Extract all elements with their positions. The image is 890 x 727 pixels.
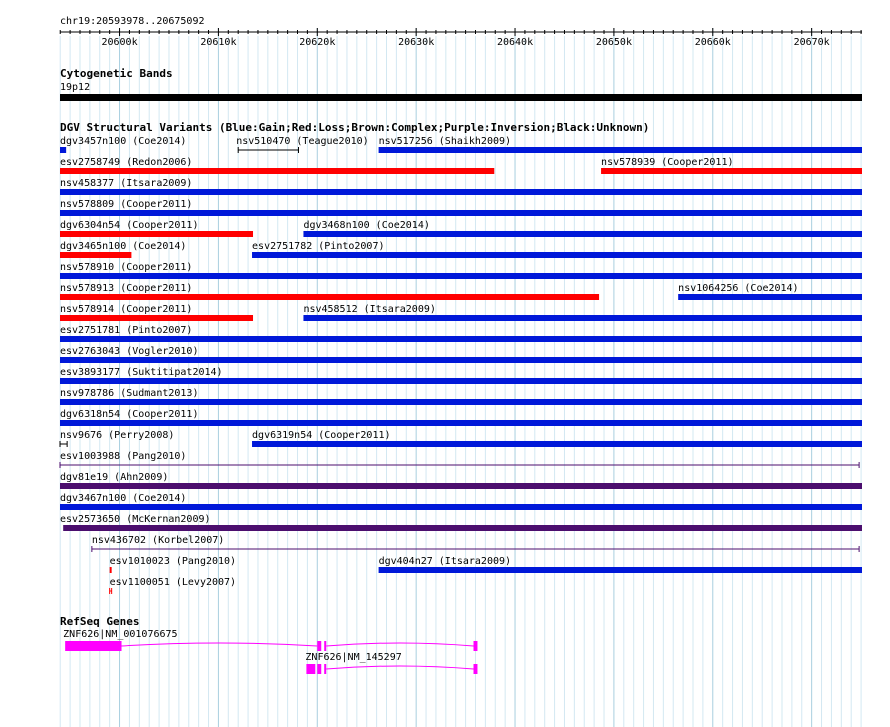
dgv-feature[interactable] — [60, 304, 253, 321]
dgv-feature-bar[interactable] — [60, 168, 494, 174]
dgv-feature-bar[interactable] — [60, 294, 599, 300]
dgv-feature-label: dgv6318n54 (Cooper2011) — [60, 409, 199, 420]
dgv-feature-label: dgv3457n100 (Coe2014) — [60, 136, 187, 147]
dgv-feature-bar[interactable] — [379, 567, 862, 573]
ruler-tick-label: 20600k — [101, 37, 138, 48]
dgv-feature-bar[interactable] — [60, 273, 862, 279]
ruler-tick-label: 20660k — [694, 37, 731, 48]
dgv-feature[interactable] — [60, 472, 862, 489]
dgv-feature[interactable] — [60, 136, 186, 153]
refseq-gene[interactable] — [305, 652, 477, 674]
dgv-feature[interactable] — [252, 430, 862, 447]
dgv-feature-label: esv2751782 (Pinto2007) — [252, 241, 385, 252]
dgv-feature-bar[interactable] — [60, 147, 66, 153]
dgv-feature-label: nsv458512 (Itsara2009) — [303, 304, 436, 315]
dgv-feature-bar[interactable] — [678, 294, 862, 300]
dgv-feature-bar[interactable] — [60, 378, 862, 384]
ruler-location-label: chr19:20593978..20675092 — [60, 16, 205, 27]
dgv-feature-bar[interactable] — [60, 336, 862, 342]
dgv-feature-label: esv1100051 (Levy2007) — [109, 577, 237, 588]
dgv-feature-label: nsv9676 (Perry2008) — [60, 430, 175, 441]
dgv-feature[interactable] — [110, 577, 236, 594]
ruler-tick-label: 20610k — [200, 37, 237, 48]
ruler-tick-label: 20640k — [496, 37, 534, 48]
dgv-feature[interactable] — [110, 556, 236, 573]
dgv-feature-bar[interactable] — [601, 168, 862, 174]
dgv-feature-label: dgv6319n54 (Cooper2011) — [252, 430, 391, 441]
dgv-feature[interactable] — [60, 325, 862, 342]
dgv-feature-bar[interactable] — [303, 231, 862, 237]
refseq-exon — [317, 664, 321, 674]
refseq-exon — [474, 664, 478, 674]
dgv-feature[interactable] — [60, 430, 174, 447]
dgv-feature-label: nsv578914 (Cooper2011) — [60, 304, 193, 315]
dgv-feature-label: esv2758749 (Redon2006) — [60, 157, 193, 168]
ruler-tick-label: 20620k — [299, 37, 336, 48]
dgv-feature-bar[interactable] — [379, 147, 862, 153]
dgv-feature[interactable] — [379, 556, 862, 573]
dgv-feature-label: dgv81e19 (Ahn2009) — [60, 472, 169, 483]
dgv-track-title: DGV Structural Variants (Blue:Gain;Red:Loss;Brown:Complex;Purple:Inversion;Black:Unknown) — [60, 121, 650, 134]
dgv-feature-bar[interactable] — [63, 525, 862, 531]
dgv-feature-label: dgv6304n54 (Cooper2011) — [60, 220, 199, 231]
dgv-feature[interactable] — [60, 178, 862, 195]
dgv-feature-bar[interactable] — [60, 357, 862, 363]
dgv-feature-label: nsv517256 (Shaikh2009) — [378, 136, 512, 147]
dgv-feature-label: nsv510470 (Teague2010) — [236, 136, 369, 147]
dgv-feature-bar[interactable] — [303, 315, 862, 321]
refseq-intron — [326, 666, 473, 669]
dgv-feature-label: nsv1064256 (Coe2014) — [678, 283, 799, 294]
dgv-feature-label: nsv458377 (Itsara2009) — [60, 178, 193, 189]
ruler-ticks — [60, 28, 861, 48]
dgv-feature-bar[interactable] — [60, 315, 253, 321]
dgv-feature[interactable] — [60, 493, 862, 510]
dgv-feature[interactable] — [60, 241, 186, 258]
dgv-feature[interactable] — [252, 241, 862, 258]
dgv-feature-bar[interactable] — [60, 483, 862, 489]
dgv-feature-label: nsv578910 (Cooper2011) — [60, 262, 193, 273]
refseq-genes — [63, 629, 477, 674]
dgv-feature-bar[interactable] — [252, 252, 862, 258]
dgv-feature-label: esv3893177 (Suktitipat2014) — [60, 367, 223, 378]
dgv-feature[interactable] — [60, 451, 859, 468]
dgv-feature-label: esv1003988 (Pang2010) — [60, 451, 187, 462]
cytoband-bar[interactable] — [60, 94, 862, 101]
cytoband-track-title: Cytogenetic Bands — [60, 67, 173, 80]
refseq-gene-label: ZNF626|NM_145297 — [305, 652, 402, 663]
dgv-feature-label: nsv578913 (Cooper2011) — [60, 283, 193, 294]
dgv-feature[interactable] — [60, 262, 862, 279]
ruler-tick-label: 20650k — [595, 37, 632, 48]
dgv-feature-label: dgv404n27 (Itsara2009) — [378, 556, 512, 567]
dgv-feature-label: nsv578939 (Cooper2011) — [601, 157, 734, 168]
dgv-feature[interactable] — [60, 409, 862, 426]
dgv-feature[interactable] — [678, 283, 862, 300]
ruler — [60, 16, 862, 48]
dgv-feature[interactable] — [601, 157, 862, 174]
ruler-tick-label: 20630k — [398, 37, 435, 48]
refseq-intron — [326, 643, 473, 646]
dgv-feature-bar[interactable] — [60, 504, 862, 510]
dgv-feature[interactable] — [60, 283, 599, 300]
dgv-feature-label: esv2573650 (McKernan2009) — [60, 514, 211, 525]
dgv-feature-label: nsv978786 (Sudmant2013) — [60, 388, 199, 399]
dgv-feature-bar[interactable] — [60, 420, 862, 426]
dgv-feature-label: esv2763043 (Vogler2010) — [60, 346, 199, 357]
dgv-feature-label: nsv578809 (Cooper2011) — [60, 199, 193, 210]
dgv-feature-bar[interactable] — [60, 399, 862, 405]
dgv-feature[interactable] — [379, 136, 862, 153]
refseq-exon — [65, 641, 121, 651]
dgv-feature[interactable] — [236, 136, 368, 153]
refseq-exon — [474, 641, 478, 651]
dgv-feature[interactable] — [303, 304, 862, 321]
dgv-feature-bar[interactable] — [60, 210, 862, 216]
refseq-gene[interactable] — [63, 629, 477, 651]
cytoband-track — [60, 67, 862, 101]
dgv-feature[interactable] — [60, 157, 494, 174]
refseq-exon — [324, 664, 326, 674]
dgv-feature[interactable] — [60, 199, 862, 216]
dgv-feature-label: esv1010023 (Pang2010) — [109, 556, 237, 567]
refseq-exon — [317, 641, 321, 651]
dgv-feature-bar[interactable] — [60, 252, 131, 258]
refseq-gene-label: ZNF626|NM_001076675 — [63, 629, 178, 640]
cytoband-label: 19p12 — [60, 82, 91, 93]
dgv-feature-bar[interactable] — [60, 231, 253, 237]
refseq-track-title: RefSeq Genes — [60, 615, 140, 628]
refseq-exon — [306, 664, 315, 674]
ruler-tick-label: 20670k — [793, 37, 830, 48]
dgv-feature-bar[interactable] — [110, 567, 112, 573]
dgv-feature-bar[interactable] — [60, 189, 862, 195]
dgv-feature-label: dgv3468n100 (Coe2014) — [303, 220, 430, 231]
dgv-feature[interactable] — [60, 220, 253, 237]
dgv-feature-label: dgv3467n100 (Coe2014) — [60, 493, 187, 504]
refseq-track — [60, 615, 477, 674]
dgv-feature[interactable] — [60, 388, 862, 405]
dgv-feature[interactable] — [60, 514, 862, 531]
dgv-feature[interactable] — [60, 346, 862, 363]
dgv-feature-bar[interactable] — [252, 441, 862, 447]
dgv-features — [60, 136, 862, 594]
dgv-track — [60, 121, 862, 594]
dgv-feature[interactable] — [60, 367, 862, 384]
dgv-feature-label: dgv3465n100 (Coe2014) — [60, 241, 187, 252]
refseq-exon — [324, 641, 326, 651]
dgv-feature-label: esv2751781 (Pinto2007) — [60, 325, 193, 336]
dgv-feature[interactable] — [303, 220, 862, 237]
dgv-feature-label: nsv436702 (Korbel2007) — [91, 535, 225, 546]
